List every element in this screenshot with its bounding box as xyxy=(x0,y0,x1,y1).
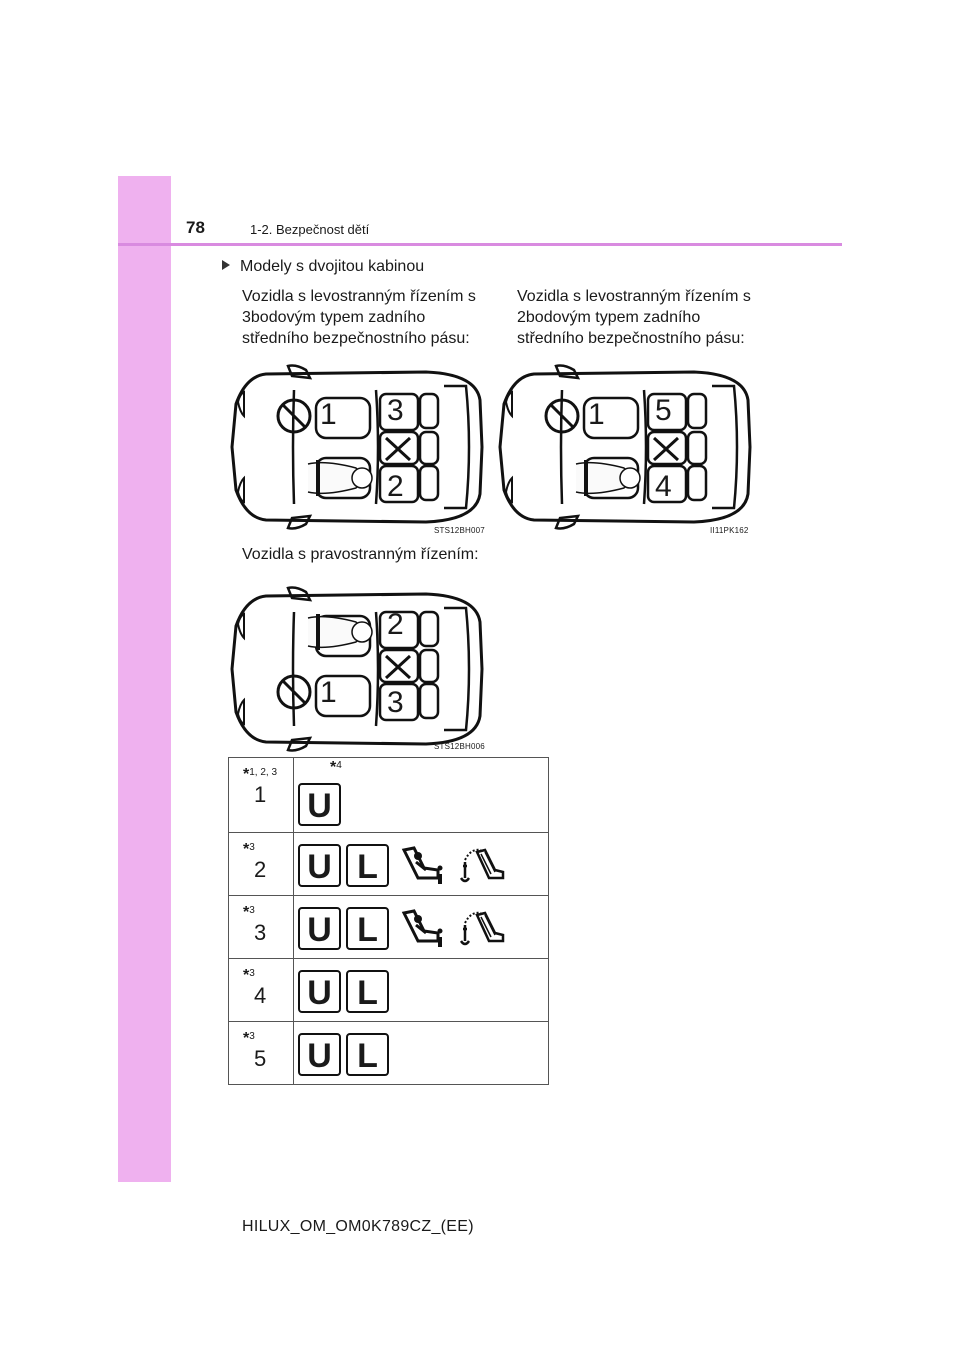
seat-cell xyxy=(229,896,294,959)
seat-number: 2 xyxy=(254,857,267,882)
caption-rhd: Vozidla s pravostranným řízením: xyxy=(242,546,479,563)
child-seat-legend-table xyxy=(228,757,549,1085)
seat-number: 3 xyxy=(254,920,267,945)
caption-lhd-3point: Vozidla s levostranným řízením s 3bodovým typem zadního středního bezpečnostního pásu: xyxy=(242,288,476,347)
seat-label-rear-bottom: 3 xyxy=(387,686,404,719)
seat-label-rear-top: 2 xyxy=(387,608,404,641)
seat-label-front: 1 xyxy=(588,398,605,431)
table-row xyxy=(229,896,549,959)
universal-u-icon: U xyxy=(298,783,341,826)
page-number: 78 xyxy=(186,218,205,237)
seat-label-rear-bottom: 2 xyxy=(387,470,404,503)
icons-cell xyxy=(294,758,549,833)
icons-cell xyxy=(294,833,549,896)
isofix-icon xyxy=(398,844,446,886)
seat-number: 1 xyxy=(254,782,267,807)
side-band xyxy=(118,176,171,1182)
seat-note: *3 xyxy=(243,1030,255,1047)
asterisk-icon: * xyxy=(243,841,250,858)
asterisk-icon: * xyxy=(243,967,250,984)
universal-u-icon: U xyxy=(298,907,341,950)
triangle-bullet-icon xyxy=(222,260,230,270)
seat-number: 5 xyxy=(254,1046,267,1071)
diagram-code: II11PK162 xyxy=(710,526,749,535)
header-rule xyxy=(118,243,842,246)
table-row xyxy=(229,959,549,1022)
universal-u-icon: U xyxy=(298,970,341,1013)
caption-lhd-2point: Vozidla s levostranným řízením s 2bodovým typem zadního středního bezpečnostního pásu: xyxy=(517,288,751,347)
car-diagram-lhd-3point xyxy=(226,364,488,530)
seat-label-rear-top: 5 xyxy=(655,394,672,427)
asterisk-icon: * xyxy=(243,766,250,783)
section-title: 1-2. Bezpečnost dětí xyxy=(250,222,370,237)
seat-cell xyxy=(229,758,294,833)
table-row xyxy=(229,1022,549,1085)
isofix-icon xyxy=(398,907,446,949)
bullet-item xyxy=(222,258,424,276)
diagram-code: STS12BH007 xyxy=(434,526,485,535)
seat-note: *3 xyxy=(243,967,255,984)
top-tether-icon xyxy=(457,907,505,949)
seat-note: *1, 2, 3 xyxy=(243,766,278,783)
icons-cell xyxy=(294,896,549,959)
table-row xyxy=(229,758,549,833)
table-row xyxy=(229,833,549,896)
universal-u-icon: U xyxy=(298,1033,341,1076)
seat-label-front: 1 xyxy=(320,398,337,431)
lateral-l-icon: L xyxy=(346,1033,389,1076)
seat-label-rear-bottom: 4 xyxy=(655,470,672,503)
document-code: HILUX_OM_OM0K789CZ_(EE) xyxy=(242,1218,474,1235)
seat-note: *3 xyxy=(243,904,255,921)
universal-u-icon: U xyxy=(298,844,341,887)
lateral-l-icon: L xyxy=(346,907,389,950)
seat-cell xyxy=(229,959,294,1022)
bullet-text: Modely s dvojitou kabinou xyxy=(240,258,425,275)
seat-label-front: 1 xyxy=(320,676,337,709)
icons-cell xyxy=(294,959,549,1022)
icons-note: *4 xyxy=(330,759,342,776)
top-tether-icon xyxy=(457,844,505,886)
asterisk-icon: * xyxy=(330,759,337,776)
lateral-l-icon: L xyxy=(346,970,389,1013)
seat-number: 4 xyxy=(254,983,267,1008)
car-diagram-rhd xyxy=(226,586,488,752)
car-diagram-lhd-2point xyxy=(494,364,756,530)
seat-note: *3 xyxy=(243,841,255,858)
seat-cell xyxy=(229,1022,294,1085)
asterisk-icon: * xyxy=(243,1030,250,1047)
diagram-code: STS12BH006 xyxy=(434,742,485,751)
lateral-l-icon: L xyxy=(346,844,389,887)
seat-cell xyxy=(229,833,294,896)
asterisk-icon: * xyxy=(243,904,250,921)
seat-label-rear-top: 3 xyxy=(387,394,404,427)
icons-cell xyxy=(294,1022,549,1085)
